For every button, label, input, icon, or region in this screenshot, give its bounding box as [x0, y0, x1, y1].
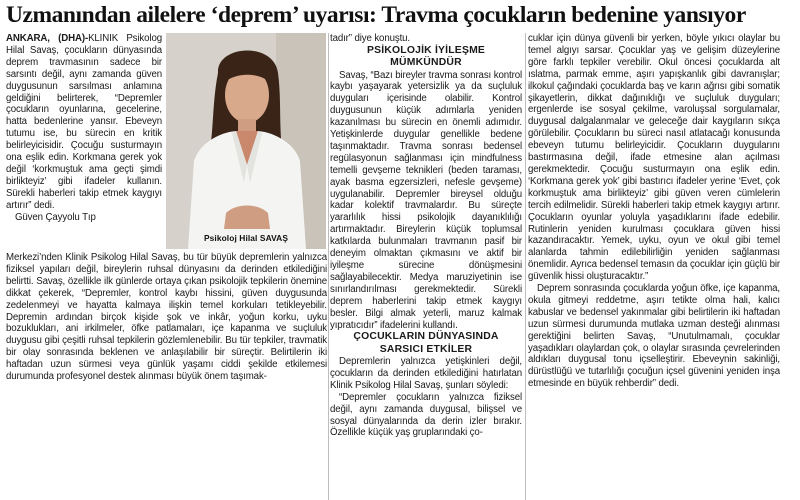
column-divider [328, 33, 329, 500]
subheading-line: MÜMKÜNDÜR [390, 57, 462, 69]
paragraph: Güven Çayyolu Tıp [15, 211, 96, 223]
article-column-1-top [6, 33, 162, 249]
paragraph: cuklar için dünya güvenli bir yerken, böyle yıkıcı olaylar bu temel algıyı sarsar. Çocuklar yaş ve gelişim düzeylerine göre farklı tepkiler verebilir. Okul öncesi çocuklarda alt ıslatma, parmak emme, aşırı yapışkanlık gibi davranışlar; ilkokul çağındaki çocuklarda baş ve karın ağrısı gibi somatik şikayetlerin, dikkat dağınıklığı ve suçluluk duyguları; ergenlerde ise sosyal çekilme, varoluşsal sorgulamalar, duygusal dalgalanmalar ve geleceğe dair kaygıların sıkça görülebilir. Çocukların bu süreci nasıl atlatacağı konusunda ebeveyn tutumu belirleyicidir. Çocukların duygularını bastırmasına değil, ifade etmesine alan açılması gerekmektedir. Çocuğu susturmayın ona eşlik edin. ‘Korkmana gerek yok’ gibi bastırıcı ifadeler yerine ‘Evet, çok korkmuştuk ama birlikteyiz’ gibi güven veren cümlelerin tercih edilmelidir. Sürekli haberleri takip etmek kaygıyı artırır. Çocukların oyunlar yoluyla yaşadıklarını ifade edebilir. Rutinlerin yeniden kurulması çocuklara güven hissi kazandıracaktır. Yemek, uyku, oyun ve okul gibi temel alanlarda tahmin edilebilirliğin yeniden sağlanması önemlidir. Ayrıca bedensel temasın da çocuklar için güçlü bir güvenlik hissi oluşturacaktır.” [528, 33, 780, 283]
subheading-line: PSİKOLOJİK İYİLEŞME [366, 44, 486, 56]
paragraph: Depremlerin yalnızca yetişkinleri değil, çocukların da derinden etkilediğini hatırlatan Klinik Psikolog Hilal Savaş, şunları söyledi: [330, 356, 522, 391]
article-column-3 [528, 33, 780, 500]
paragraph: Merkezi’nden Klinik Psikolog Hilal Savaş, bu tür büyük depremlerin yalnızca fiziksel yapıları değil, bireylerin ruhsal dünyasını da derinden etkilediğini belirtti. Savaş, özellikle ilk günlerde ortaya çıkan psikolojik tepkilerin önemine dikkat çekerek, “Depremler, kontrol kaybı hissini, güven duygusunda zedelenmeyi ve hayatta kalmaya ilişkin temel korkuları tetikleyebilir. Depremin ardından birçok kişide şok ve inkâr, yoğun korku, uyku bozuklukları, ani irkilmeler, öfke patlamaları, içe kapanma ve suçluluk duygusu gibi çeşitli ruhsal tepkilerin gözlemlenebilir. Bu tür tepkiler, travmatik bir olay sonrasında beklenen ve anlaşılabilir bir süreçtir. Belirtilerin iki haftadan uzun sürmesi veya günlük yaşamı ciddi şekilde etkilemesi durumunda profesyonel destek alınması büyük önem taşımak- [6, 252, 327, 383]
subheading-line: SARSICI ETKİLER [379, 343, 473, 355]
subheading-children-world [330, 331, 522, 356]
dateline: ANKARA, (DHA)- [6, 33, 89, 44]
subheading-line: ÇOCUKLARIN DÜNYASINDA [353, 331, 499, 343]
paragraph: “Depremler çocukların yalnızca fiziksel değil, aynı zamanda duygusal, bilişsel ve sosyal dünyalarında da derin izler bırakır. Özellikle küçük yaş gruplarındaki ço- [330, 391, 522, 439]
photo-caption: Psikoloj Hilal SAVAŞ [203, 233, 289, 243]
subheading-psychological-recovery [330, 45, 522, 70]
paragraph: Savaş, “Bazı bireyler travma sonrası kontrol kaybı yaşayarak yetersizlik ya da suçluluk duyguları içerisinde olabilir. Kontrol duygusunun küçük adımlarla yeniden kazanılması bu sürecin en önemli adımıdır. Yetişkinlerde duygular genellikle bedene taşınmaktadır. Travma sonrası bedensel regülasyonun sağlanması için mindfulness temelli gevşeme teknikleri (beden taraması, ayak basma egzersizleri, nefesle gevşeme) uygulanabilir. Depremler bireysel olduğu kadar kolektif travmalardır. Bu süreçte yararlılık hissi psikolojik dayanıklılığı artırmaktadır. Bireylerin küçük toplumsal katkılarda bulunmaları travmanın pasif bir deneyim olmaktan çıkmasını ve aktif bir iyileşme sürecine dönüşmesini sağlayabilecektir. Medya maruziyetinin ise sınırlandırılması gerekmektedir. Sürekli deprem haberlerini takip etmek kaygıyı besler. Bilgi almak yeterli, maruz kalmak yıpratıcıdır” ifadelerini kullandı. [330, 69, 522, 331]
article-column-2 [330, 33, 522, 500]
lead-paragraph: KLİNİK Psikolog Hilal Savaş, çocukların dünyasında deprem travmasının sadece bir sarsıntı değil, aynı zamanda güven duygusunun sarsılması anlamına geldiğini belirterek, “Depremler çocukların oyunlarına, gecelerine, hatta bedenlerine yansır. Ebeveyn tutumu ise, bu sürecin en kritik belirleyicisidir. Çocuğu susturmayın ona eşlik edin. Korkmana gerek yok değil ‘korkmuştuk ama geçti şimdi birlikteyiz’ gibi ifadeler kullanın. Sürekli haberleri takip etmek kaygıyı artırır” dedi. [6, 33, 162, 211]
headline: Uzmanından ailelere ‘deprem’ uyarısı: Travma çocukların bedenine yansıyor [6, 2, 746, 28]
column-divider [525, 33, 526, 500]
portrait-photo [166, 33, 326, 249]
paragraph: Deprem sonrasında çocuklarda yoğun öfke, içe kapanma, okula gitmeyi reddetme, aşırı tetikte olma hali, kalıcı kabuslar ve bedensel yakınmalar gibi belirtilerin iki haftadan uzun sürmesi durumunda mutlaka uzman desteği alınması gerektiğini belirten Savaş, “Unutulmamalı, çocuklar yaşadıkları olaylardan çok, o olaylar sırasında çevrelerinden aldıkları duygusal tonu içselleştirir. Ebeveynin sakinliği, dürüstlüğü ve tutarlılığı çocuğun içsel güvenini yeniden inşa etmesinde en büyük rehberdir” dedi. [528, 283, 780, 390]
portrait-illustration [166, 33, 326, 249]
paragraph: tadır” diye konuştu. [330, 33, 410, 44]
article-column-1-bottom [6, 252, 327, 500]
